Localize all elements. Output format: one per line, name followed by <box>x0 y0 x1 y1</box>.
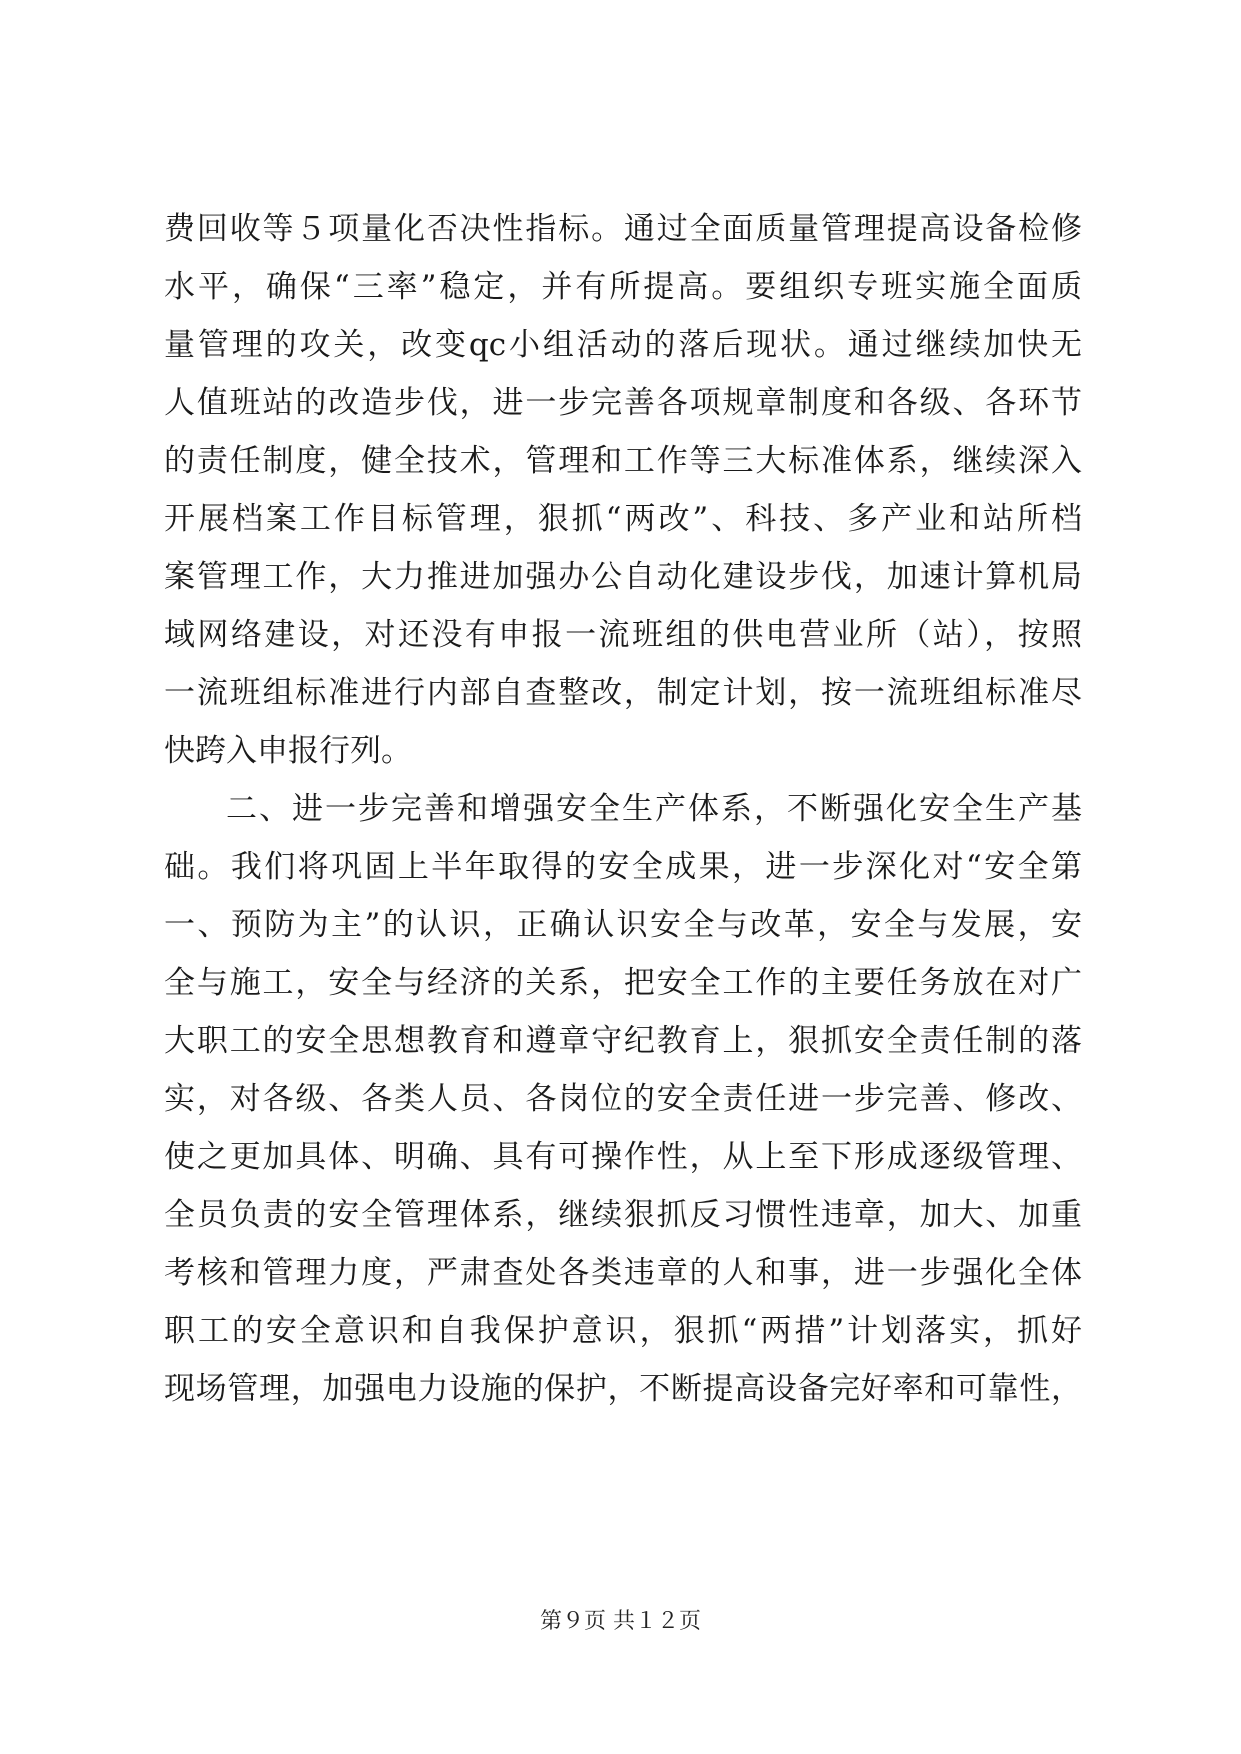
paragraph1-line-1: 费回收等５项量化否决性指标。通过全面质量管理提高设备检修 <box>164 211 1082 247</box>
paragraph2-line-10: 职工的安全意识和自我保护意识，狠抓“两措”计划落实，抓好 <box>164 1313 1082 1349</box>
paragraph2-line-6: 实，对各级、各类人员、各岗位的安全责任进一步完善、修改、 <box>164 1081 1082 1117</box>
document-body <box>164 200 1082 1418</box>
paragraph2-line-8: 全员负责的安全管理体系，继续狠抓反习惯性违章，加大、加重 <box>164 1197 1082 1233</box>
paragraph1-line-9: 一流班组标准进行内部自查整改，制定计划，按一流班组标准尽 <box>164 675 1082 711</box>
page-number-footer: 第９页 共１２页 <box>540 1609 701 1634</box>
paragraph1-line-8: 域网络建设，对还没有申报一流班组的供电营业所（站），按照 <box>164 617 1082 653</box>
paragraph1-line-10: 快跨入申报行列。 <box>164 733 412 769</box>
paragraph2-line-5: 大职工的安全思想教育和遵章守纪教育上，狠抓安全责任制的落 <box>164 1023 1082 1059</box>
paragraph1-line-4: 人值班站的改造步伐，进一步完善各项规章制度和各级、各环节 <box>164 385 1082 421</box>
paragraph2-line-11: 现场管理，加强电力设施的保护，不断提高设备完好率和可靠性， <box>164 1371 1082 1407</box>
paragraph1-line-6: 开展档案工作目标管理，狠抓“两改”、科技、多产业和站所档 <box>164 501 1082 537</box>
paragraph2-line-7: 使之更加具体、明确、具有可操作性，从上至下形成逐级管理、 <box>164 1139 1082 1175</box>
paragraph1-line-5: 的责任制度，健全技术，管理和工作等三大标准体系，继续深入 <box>164 443 1082 479</box>
paragraph2-line-1: 二、进一步完善和增强安全生产体系，不断强化安全生产基 <box>226 791 1082 827</box>
paragraph2-line-2: 础。我们将巩固上半年取得的安全成果，进一步深化对“安全第 <box>164 849 1082 885</box>
paragraph2-line-9: 考核和管理力度，严肃查处各类违章的人和事，进一步强化全体 <box>164 1255 1082 1291</box>
paragraph1-line-7: 案管理工作，大力推进加强办公自动化建设步伐，加速计算机局 <box>164 559 1082 595</box>
paragraph2-line-4: 全与施工，安全与经济的关系，把安全工作的主要任务放在对广 <box>164 965 1082 1001</box>
paragraph2-line-3: 一、预防为主”的认识，正确认识安全与改革，安全与发展，安 <box>164 907 1082 943</box>
paragraph1-line-3: 量管理的攻关，改变qc小组活动的落后现状。通过继续加快无 <box>164 327 1082 363</box>
paragraph1-line-2: 水平，确保“三率”稳定，并有所提高。要组织专班实施全面质 <box>164 269 1082 305</box>
